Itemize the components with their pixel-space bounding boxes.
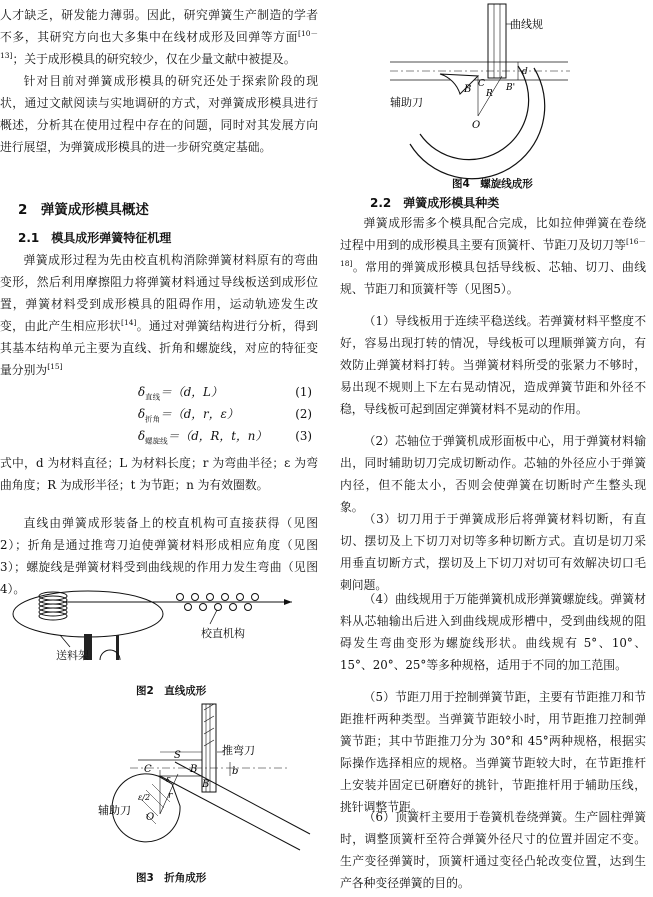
figure-3-drawing: [98, 702, 318, 862]
formula-3: $\delta_{螺旋线}=(d$，R，t，n） (3): [138, 429, 312, 446]
svg-text:C: C: [144, 764, 152, 775]
figure-3-caption: 图3 折角成形: [136, 872, 207, 884]
svg-text:ε: ε: [166, 775, 171, 785]
svg-text:d: d: [522, 67, 528, 77]
figure-2-caption: 图2 直线成形: [136, 685, 207, 697]
label-straightening-mechanism: 校直机构: [201, 627, 245, 640]
paragraph-purpose: 针对目前对弹簧成形模具的研究还处于探索阶段的现状，通过文献阅读与实地调研的方式，对弹簧成形模具进行概述，分析其在使用过程中存在的问题，同时对其发展方向进行展望，为弹簧成形模具的进一步研究奠定基础。: [0, 74, 318, 154]
paragraph-intro-cont: 人才缺乏，研发能力薄弱。因此，研究弹簧生产制造的学者不多，其研究方向也大多集中在线材成形及回弹等方面[10－13]；关于成形模具的研究较少，仅在少量文献中被提及。: [0, 8, 318, 66]
svg-text:B: B: [202, 779, 210, 790]
section-heading-2-1: 2.1 模具成形弹簧特征机理: [18, 231, 172, 245]
label-push-bend-knife: 推弯刀: [222, 744, 255, 757]
label-curve-gauge: 曲线规: [510, 18, 543, 31]
figure-4: [390, 4, 610, 172]
formula-2: $\delta_{折角}=(d$，r，ε） (2): [138, 407, 312, 424]
svg-text:B: B: [190, 764, 198, 775]
svg-text:O: O: [146, 812, 155, 823]
paragraph-cutter: （3）切刀用于于弹簧成形后将弹簧材料切断，有直切、摆切及上下切刀对切等多种切断方式。直切是切刀采用垂直切断方式，摆切及上下切刀对切可有效解决切口毛刺问题。: [340, 512, 646, 592]
svg-text:r: r: [168, 791, 173, 801]
label-feed-rack: 送料架: [56, 649, 89, 662]
svg-text:C: C: [478, 79, 485, 89]
formula-1: $\delta_{直线}=(d$，L） (1): [138, 385, 312, 402]
figure-4-caption: 图4 螺旋线成形: [452, 178, 533, 190]
figure-3: [98, 702, 318, 862]
label-aux-knife: 辅助刀: [98, 804, 131, 817]
svg-text:b: b: [232, 766, 239, 777]
svg-text:S: S: [174, 750, 181, 761]
paragraph-variables: 式中，d 为材料直径；L 为材料长度；r 为弯曲半径；ε 为弯曲角度；R 为成形半径；t 为节距；n 为有效圈数。: [0, 456, 318, 492]
svg-text:O: O: [472, 120, 481, 131]
svg-text:B': B': [506, 83, 516, 93]
paragraph-mechanism: 弹簧成形过程为先由校直机构消除弹簧材料原有的弯曲变形，然后利用摩擦阻力将弹簧材料通过导线板送到成形位置，弹簧材料受到成形模具的阻碍作用，运动轨迹发生改变，由此产生相应形状[14]。通过对弹簧结构进行分析，得到其基本结构单元主要为直线、折角和螺旋线，对应的特征变量分别为[15]: [0, 253, 318, 377]
svg-text:ε/2: ε/2: [138, 793, 151, 802]
paragraph-guide-plate: （1）导线板用于连续平稳送线。若弹簧材料平整度不好，容易出现打转的情况，导线板可以理顺弹簧方向，有效防止弹簧材料打转。当弹簧材料所受的张紧力不够时，易出现不规则上下左右晃动情况，造成弹簧节距和外径不稳，导线板可起到固定弹簧材料不晃动的作用。: [340, 314, 646, 416]
svg-text:B: B: [464, 84, 472, 95]
formula-block: [0, 381, 318, 447]
paragraph-pitch-knife: （5）节距刀用于控制弹簧节距，主要有节距推刀和节距推杆两种类型。当弹簧节距较小时，用节距推刀控制弹簧节距；其中节距推刀分为 30°和 45°两种规格，根据实际操作选择相应的规格。当弹簧节距较大时，在节距推杆上安装并固定已研磨好的挑针，节距推杆用于辅助压线，挑针调整节距。: [340, 690, 646, 814]
paragraph-basic-units: 直线由弹簧成形装备上的校直机构可直接获得（见图2）；折角是通过推弯刀迫使弹簧材料形成相应角度（见图3）；螺旋线是弹簧材料受到曲线规的作用力发生弯曲（见图4）。: [0, 516, 318, 596]
paragraph-mandrel: （2）芯轴位于弹簧机成形面板中心，用于弹簧材料输出，同时辅助切刀完成切断动作。芯轴的外径应小于弹簧内径，但不能太小，否则会使弹簧在切断时产生整头现象。: [340, 434, 646, 514]
paragraph-curve-gauge: （4）曲线规用于万能弹簧机成形弹簧螺旋线。弹簧材料从芯轴输出后进入到曲线规成形槽中，受到曲线规的阻碍发生弯曲变形为螺旋线形状。曲线规有 5°、10°、15°、20°、25°等多种规格，适用于不同的加工范围。: [340, 592, 646, 672]
section-heading-2-2: 2.2 弹簧成形模具种类: [370, 196, 500, 210]
label-aux-knife-fig4: 辅助刀: [390, 96, 423, 109]
figure-4-drawing: [390, 4, 610, 172]
paragraph-mold-types: 弹簧成形需多个模具配合完成，比如拉伸弹簧在卷绕过程中用到的成形模具主要有顶簧杆、节距刀及切刀等[16－18]。常用的弹簧成形模具包括导线板、芯轴、切刀、曲线规、节距刀和顶簧杆等（见图5）。: [340, 216, 646, 296]
svg-text:R: R: [486, 89, 493, 99]
section-heading-2: 2 弹簧成形模具概述: [18, 202, 149, 218]
paragraph-ejector-rod: （6）顶簧杆主要用于卷簧机卷绕弹簧。生产圆柱弹簧时，调整顶簧杆至符合弹簧外径尺寸的位置并固定不变。生产变径弹簧时，顶簧杆通过变径凸轮改变位置，达到生产各种变径弹簧的目的。: [340, 810, 646, 890]
